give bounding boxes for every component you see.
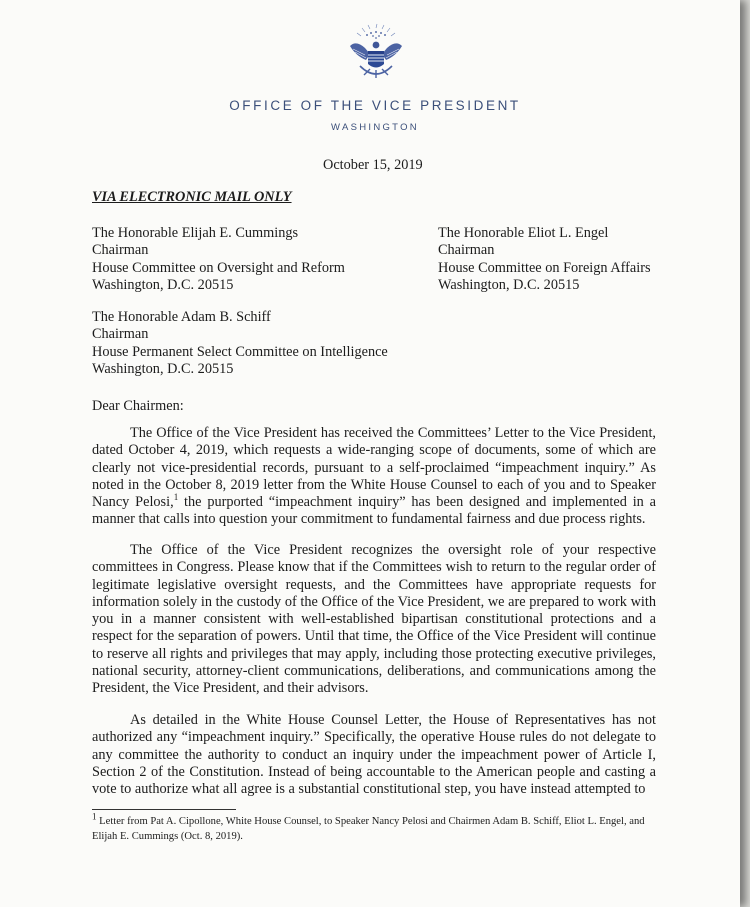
body-paragraph-3: As detailed in the White House Counsel Letter, the House of Representatives has not authorized any “impeachment inquiry.” Specifically, the operative House rules do not delegate to any committee the authority to conduct an inquiry under the impeachment power of Article I, Section 2 of the Constitution. Instead of being accountable to the American people and casting a vote to authorize what all agree is a substantial constitutional step, you have instead attempted to (92, 712, 656, 798)
footnote-number: 1 (92, 811, 97, 822)
recipient-committee: House Committee on Oversight and Reform (92, 259, 345, 276)
letter-date: October 15, 2019 (323, 157, 423, 173)
recipient-title: Chairman (92, 326, 149, 343)
recipient-committee: House Permanent Select Committee on Intelligence (92, 343, 388, 360)
delivery-method: VIA ELECTRONIC MAIL ONLY (92, 189, 292, 205)
recipient-name: The Honorable Eliot L. Engel (438, 225, 609, 241)
recipient-name: The Honorable Adam B. Schiff (92, 309, 271, 325)
recipient-city: Washington, D.C. 20515 (92, 276, 234, 293)
footnote (92, 811, 656, 844)
vice-president-seal-icon (346, 22, 406, 84)
body-paragraph-2: The Office of the Vice President recognizes the oversight role of your respective committees in Congress. Please know that if the Committees wish to return to the regular order of legitimate legislative oversight requests, and the Committees have appropriate requests for information solely in the custody of the Office of the Vice President, we are prepared to work with you in a manner consistent with well-established bipartisan constitutional protections and a respect for the separation of powers. Until that time, the Office of the Vice President will continue to reserve all rights and privileges that may apply, including those protecting executive privileges, national security, attorney-client communications, deliberations, and communications among the President, the Vice President, and their advisors. (92, 542, 656, 697)
recipient-name: The Honorable Elijah E. Cummings (92, 225, 299, 241)
recipient-committee: House Committee on Foreign Affairs (438, 259, 651, 276)
recipient-city: Washington, D.C. 20515 (92, 360, 234, 377)
paragraph-1-text-cont: the purported “impeachment inquiry” has been designed and implemented in a manner that calls into question your commitment to fundamental fairness and due process rights. (92, 494, 657, 528)
recipient-block-schiff (92, 309, 388, 378)
footnote-text: Letter from Pat A. Cipollone, White House Counsel, to Speaker Nancy Pelosi and Chairmen Adam B. Schiff, Eliot L. Engel, and Elijah E. Cummings (Oct. 8, 2019). (92, 816, 645, 842)
letterhead-title: OFFICE OF THE VICE PRESIDENT (229, 98, 521, 113)
recipient-block-engel (438, 225, 651, 294)
body-paragraph-1 (92, 425, 656, 529)
letterhead-city: WASHINGTON (331, 122, 419, 133)
footnote-marker: 1 (173, 492, 179, 503)
recipient-title: Chairman (438, 242, 495, 259)
footnote-divider (92, 809, 236, 810)
recipient-block-cummings (92, 225, 345, 294)
salutation: Dear Chairmen: (92, 398, 184, 414)
recipient-city: Washington, D.C. 20515 (438, 276, 580, 293)
paragraph-1-text: The Office of the Vice President has received the Committees’ Letter to the Vice President, dated October 4, 2019, which requests a wide-ranging scope of documents, some of which are clearly not vice-presidential records, pursuant to a self-proclaimed “impeachment inquiry.” As noted in the October 8, 2019 letter from the White House Counsel to each of you and to Speaker Nancy Pelosi, (92, 425, 656, 511)
recipient-title: Chairman (92, 242, 149, 259)
